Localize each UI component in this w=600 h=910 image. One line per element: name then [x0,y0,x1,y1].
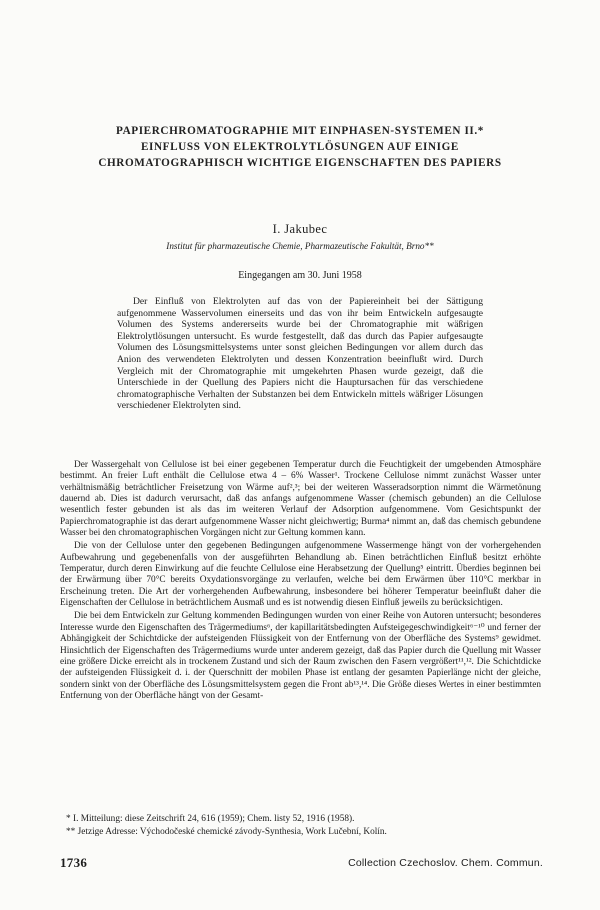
footnote-2: ** Jetzige Adresse: Východočeské chemické závody-Synthesia, Work Lučební, Kolín. [66,827,387,837]
author-affiliation: Institut für pharmazeutische Chemie, Pharmazeutische Fakultät, Brno** [166,241,434,251]
body-paragraph-1: Der Wassergehalt von Cellulose ist bei einer gegebenen Temperatur durch die Feuchtigkeit der umgebenden Atmosphäre bestimmt. An freier Luft enthält die Cellulose etwa 4 – 6% Wasser¹. Trockene Cellulose nimmt zunächst Wasser unter verhältnismäßig beträchtlicher Freisetzung von Wärme auf²,³; bei der weiteren Wasseradsorption nimmt die Wärmetönung dauernd ab. Dies ist dadurch verursacht, daß das anfangs aufgenommene Wasser (chemisch gebunden) an die Cellulose wesentlich fester gebunden ist als das im weiteren Verlauf der Adsorption aufgenommene. Vom Gesichtspunkt der Papierchromatographie ist das derart aufgenommene Wasser nicht gleichwertig; Burma⁴ nimmt an, daß das chemisch gebundene Wasser bei den chromatographischen Vorgängen nicht zur Geltung kommen kann. [60,460,541,539]
abstract-text: Der Einfluß von Elektrolyten auf das von der Papiereinheit bei der Sättigung aufgenommene Wasservolumen einerseits und das von ihr beim Entwickeln aufgesaugte Volumen des Systems andererseits wurde bei der Chromatographie mit wäßrigen Elektrolytlösungen untersucht. Es wurde festgestellt, daß das durch das Papier aufgesaugte Volumen des Lösungsmittelsystems unter sonst gleichen Bedingungen vor allem durch das Anion des verwendeten Elektrolyten und dessen Konzentration beeinflußt wird. Durch Vergleich mit der Chromatographie mit umgekehrten Phasen wurde gezeigt, daß die Unterschiede in der Quellung des Papiers nicht die Hauptursachen für das verschiedene chromatographische Verhalten der Substanzen bei dem Entwickeln mittels wäßriger Lösungen verschiedener Elektrolyten sind. [117,296,483,412]
body-paragraph-3: Die bei dem Entwickeln zur Geltung kommenden Bedingungen wurden von einer Reihe von Autoren untersucht; besonderes Interesse wurde den Eigenschaften des Trägermediums⁶, der kapillaritätsbedingten Aufsteigegeschwindigkeit⁶⁻¹⁰ und ferner der Abhängigkeit der Schichtdicke der aufsteigenden Flüssigkeit von der Entfernung von der Oberfläche des Systems⁹ gewidmet. Hinsichtlich der Eigenschaften des Trägermediums wurde unter anderem gezeigt, daß das Papier durch die Quellung mit Wasser eine größere Dicke erreicht als in trockenem Zustand und sich der Raum zwischen den Fasern vergrößert¹¹,¹². Die Schichtdicke der aufsteigenden Flüssigkeit d. i. der Querschnitt der mobilen Phase ist entlang der gesamten Papierlänge nicht der gleiche, sondern sinkt von der Oberfläche des Lösungsmittelsystem gegen die Front ab¹³,¹⁴. Die Größe dieses Wertes in einer bestimmten Entfernung von der Oberfläche hängt von der Gesamt- [60,611,541,701]
abstract [117,296,483,412]
paper-title [55,123,545,171]
footnotes [66,813,536,839]
title-line-2: EINFLUSS VON ELEKTROLYTLÖSUNGEN AUF EINIGE [140,141,459,153]
author-name: I. Jakubec [272,222,328,236]
footnote-1: * I. Mitteilung: diese Zeitschrift 24, 616 (1959); Chem. listy 52, 1916 (1958). [66,814,355,824]
journal-name: Collection Czechoslov. Chem. Commun. [348,857,543,869]
title-line-3: CHROMATOGRAPHISCH WICHTIGE EIGENSCHAFTEN DES PAPIERS [98,157,502,169]
page-footer [60,855,543,873]
page-number: 1736 [60,855,88,870]
body-paragraph-2: Die von der Cellulose unter den gegebenen Bedingungen aufgenommene Wassermenge hängt von der vorhergehenden Aufbewahrung und gegebenenfalls von der ausgeführten Behandlung ab. Einen beträchtlichen Einfluß besitzt erhöhte Temperatur, durch deren Einwirkung auf die feuchte Cellulose eine Herabsetzung der Quellung⁵ eintritt. Überdies beginnen bei der Erwärmung über 70°C bereits Oxydationsvorgänge zu verlaufen, welche bei dem Erwärmen über 110°C merkbar in Erscheinung treten. Die Art der vorhergehenden Aufbewahrung, insbesondere bei höherer Temperatur beeinflußt daher die Eigenschaften der Cellulose in beträchtlichem Ausmaß und es ist notwendig diesen Einfluß jeweils zu berücksichtigen. [60,541,541,609]
title-line-1: PAPIERCHROMATOGRAPHIE MIT EINPHASEN-SYSTEMEN II.* [116,125,484,137]
received-date: Eingegangen am 30. Juni 1958 [238,270,362,281]
body-text [60,460,541,704]
